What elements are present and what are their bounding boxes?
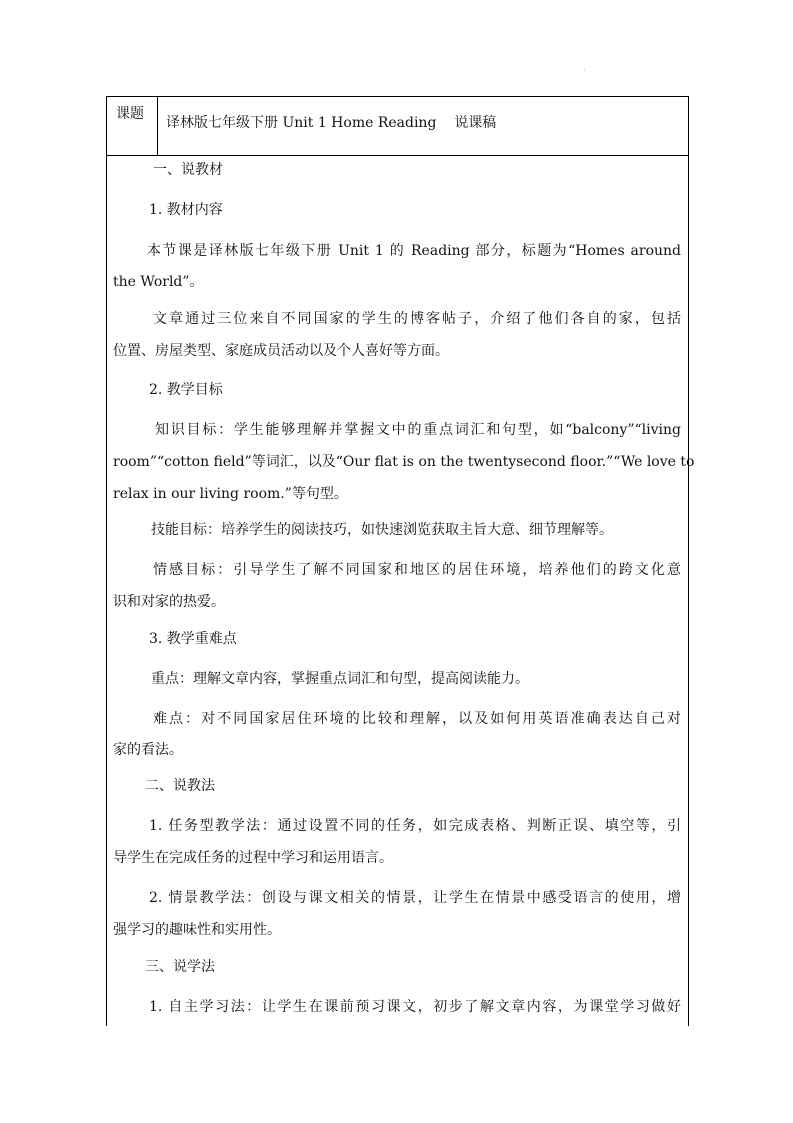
paragraph-line: 导学生在完成任务的过程中学习和运用语言。 <box>113 850 393 866</box>
paragraph-line: 家的看法。 <box>113 742 183 758</box>
paragraph-line: 1. 自主学习法：让学生在课前预习课文，初步了解文章内容，为课堂学习做好 <box>149 999 681 1015</box>
paragraph-line: 强学习的趣味性和实用性。 <box>113 922 281 938</box>
paragraph-line: 难点：对不同国家居住环境的比较和理解，以及如何用英语准确表达自己对 <box>153 711 681 727</box>
subsection-heading: 2. 教学目标 <box>149 382 223 398</box>
topic-label: 课题 <box>116 106 144 122</box>
topic-label-cell <box>107 97 158 155</box>
paragraph-line: the World”。 <box>113 274 204 290</box>
paragraph-line: relax in our living room.”等句型。 <box>113 486 348 502</box>
subsection-heading: 1. 教材内容 <box>149 202 223 218</box>
paragraph-line: 情感目标：引导学生了解不同国家和地区的居住环境，培养他们的跨文化意 <box>153 562 681 578</box>
paragraph-line: 知识目标：学生能够理解并掌握文中的重点词汇和句型，如“balcony”“living <box>155 422 681 438</box>
paragraph-line: 识和对家的热爱。 <box>113 594 225 610</box>
paragraph-line: 位置、房屋类型、家庭成员活动以及个人喜好等方面。 <box>113 343 449 359</box>
section-heading: 二、说教法 <box>145 778 215 794</box>
content-cell <box>107 156 695 1027</box>
lesson-plan-table <box>106 96 695 1026</box>
paragraph-line: 2. 情景教学法：创设与课文相关的情景，让学生在情景中感受语言的使用，增 <box>149 890 681 906</box>
paragraph-line: 重点：理解文章内容，掌握重点词汇和句型，提高阅读能力。 <box>151 671 529 687</box>
subsection-heading: 3. 教学重难点 <box>149 631 237 647</box>
paragraph-line: 本节课是译林版七年级下册 Unit 1 的 Reading 部分，标题为“Homes around <box>147 243 681 259</box>
paragraph-line: room”“cotton field”等词汇，以及“Our flat is on the twentysecond floor.”“We love to <box>113 454 695 470</box>
header-row <box>107 97 688 156</box>
document-title: 译林版七年级下册 Unit 1 Home Reading 说课稿 <box>166 115 497 131</box>
paragraph-line: 1. 任务型教学法：通过设置不同的任务，如完成表格、判断正误、填空等，引 <box>149 818 681 834</box>
page-mark: · <box>583 66 586 75</box>
paragraph-line: 文章通过三位来自不同国家的学生的博客帖子，介绍了他们各自的家，包括 <box>153 311 681 327</box>
paragraph-line: 技能目标：培养学生的阅读技巧，如快速浏览获取主旨大意、细节理解等。 <box>151 522 613 538</box>
section-heading: 三、说学法 <box>145 959 215 975</box>
section-heading: 一、说教材 <box>153 162 223 178</box>
